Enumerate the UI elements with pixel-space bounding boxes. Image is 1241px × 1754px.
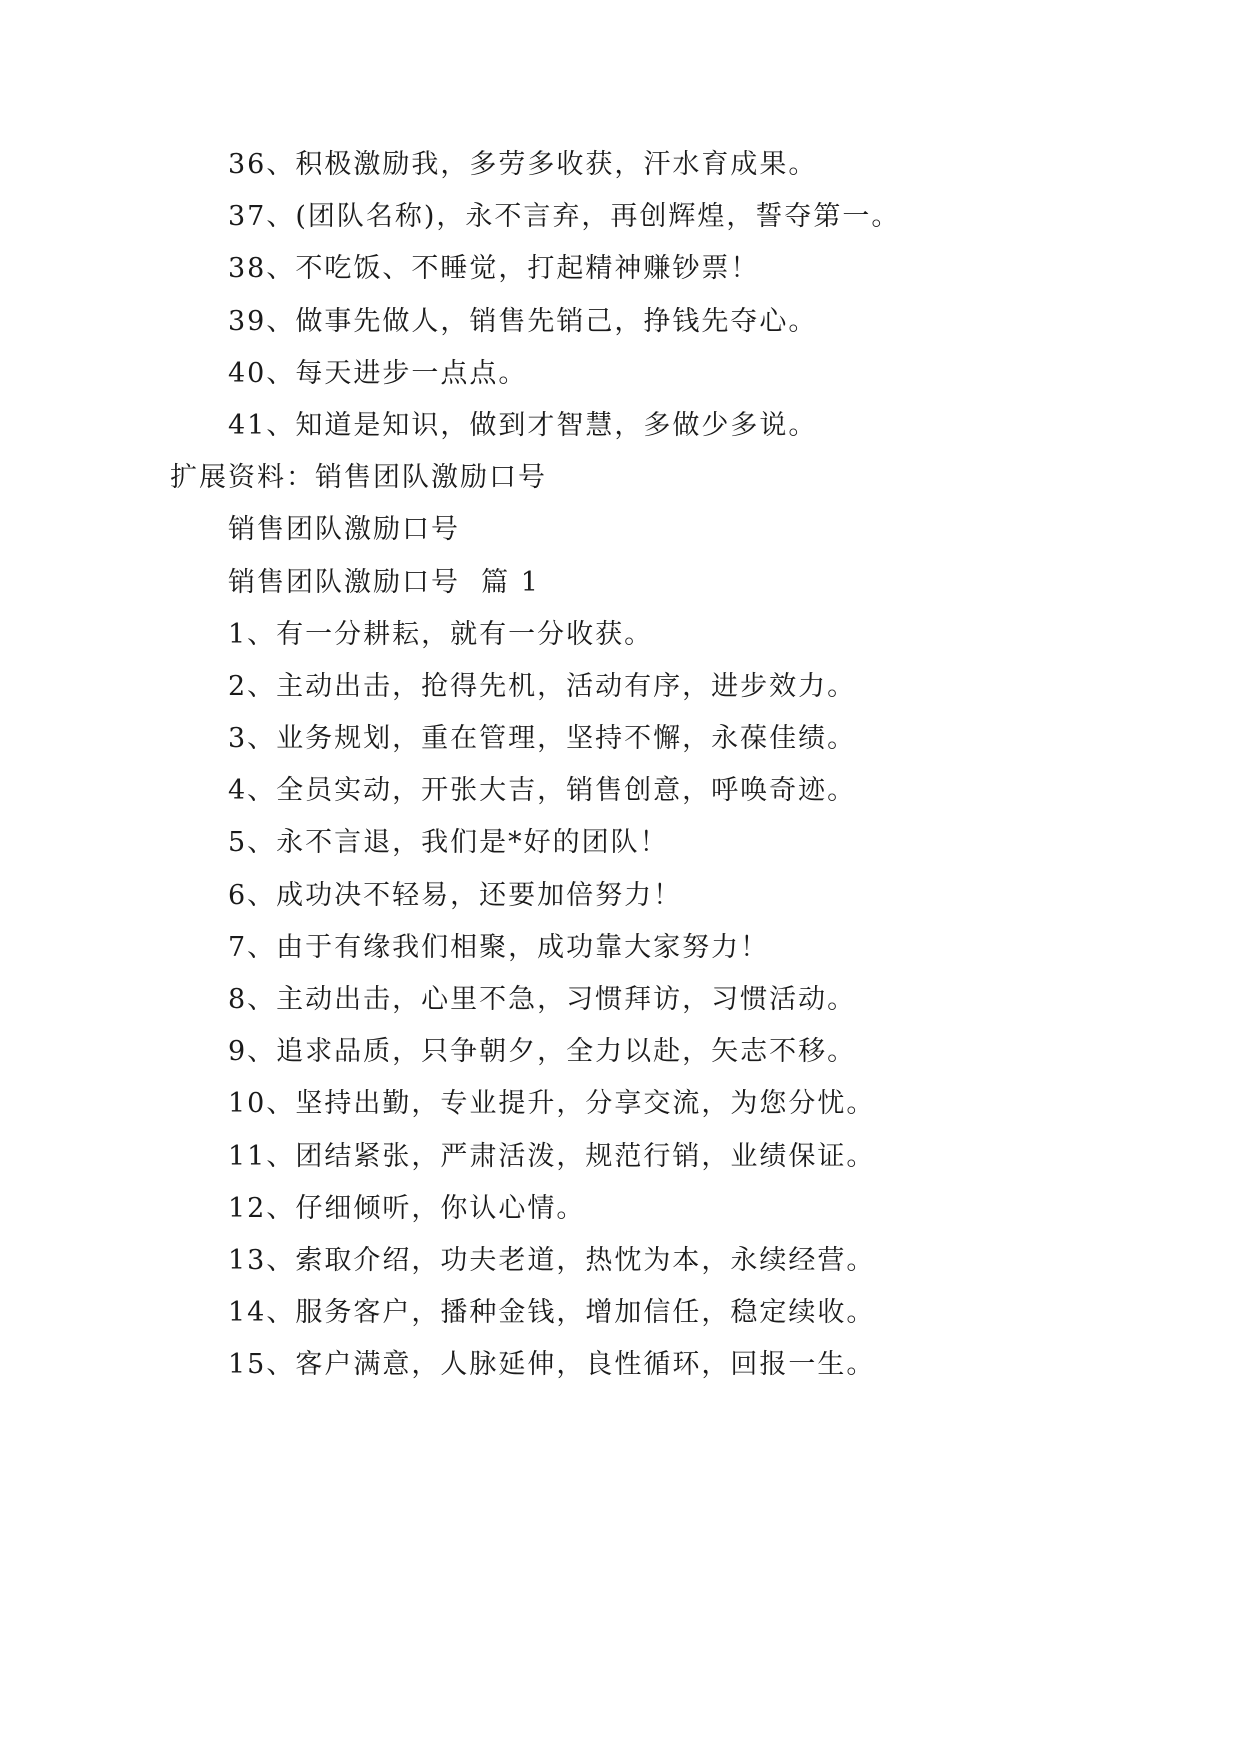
list-item: 39、做事先做人，销售先销己，挣钱先夺心。 [228, 305, 818, 337]
list-item: 12、仔细倾听，你认心情。 [228, 1192, 586, 1224]
section-title: 销售团队激励口号 [228, 514, 460, 546]
list-item: 7、由于有缘我们相聚，成功靠大家努力！ [228, 931, 770, 963]
list-item: 2、主动出击，抢得先机，活动有序，进步效力。 [228, 670, 857, 702]
list-item: 36、积极激励我，多劳多收获，汗水育成果。 [228, 149, 818, 180]
list-item: 10、坚持出勤，专业提升，分享交流，为您分忧。 [228, 1088, 876, 1120]
list-item: 37、(团队名称)，永不言弃，再创辉煌，誓夺第一。 [228, 201, 901, 233]
list-item: 38、不吃饭、不睡觉，打起精神赚钞票！ [228, 253, 760, 285]
list-item: 6、成功决不轻易，还要加倍努力！ [228, 879, 683, 911]
list-item: 41、知道是知识，做到才智慧，多做少多说。 [228, 409, 818, 441]
list-item: 14、服务客户，播种金钱，增加信任，稳定续收。 [228, 1297, 876, 1329]
document-body [0, 139, 1241, 1392]
list-item: 9、追求品质，只争朝夕，全力以赴，矢志不移。 [228, 1036, 857, 1068]
list-item: 4、全员实动，开张大吉，销售创意，呼唤奇迹。 [228, 775, 857, 807]
extension-heading: 扩展资料：销售团队激励口号 [170, 462, 547, 494]
list-item: 5、永不言退，我们是*好的团队！ [228, 827, 669, 859]
list-item: 3、业务规划，重在管理，坚持不懈，永葆佳绩。 [228, 723, 857, 755]
list-item: 15、客户满意，人脉延伸，良性循环，回报一生。 [228, 1349, 876, 1381]
section-subtitle: 销售团队激励口号 篇 1 [228, 566, 540, 598]
list-item: 11、团结紧张，严肃活泼，规范行销，业绩保证。 [228, 1140, 876, 1172]
list-item: 1、有一分耕耘，就有一分收获。 [228, 618, 654, 650]
list-item: 40、每天进步一点点。 [228, 357, 528, 389]
list-item: 13、索取介绍，功夫老道，热忱为本，永续经营。 [228, 1244, 876, 1276]
list-item: 8、主动出击，心里不急，习惯拜访，习惯活动。 [228, 984, 857, 1015]
